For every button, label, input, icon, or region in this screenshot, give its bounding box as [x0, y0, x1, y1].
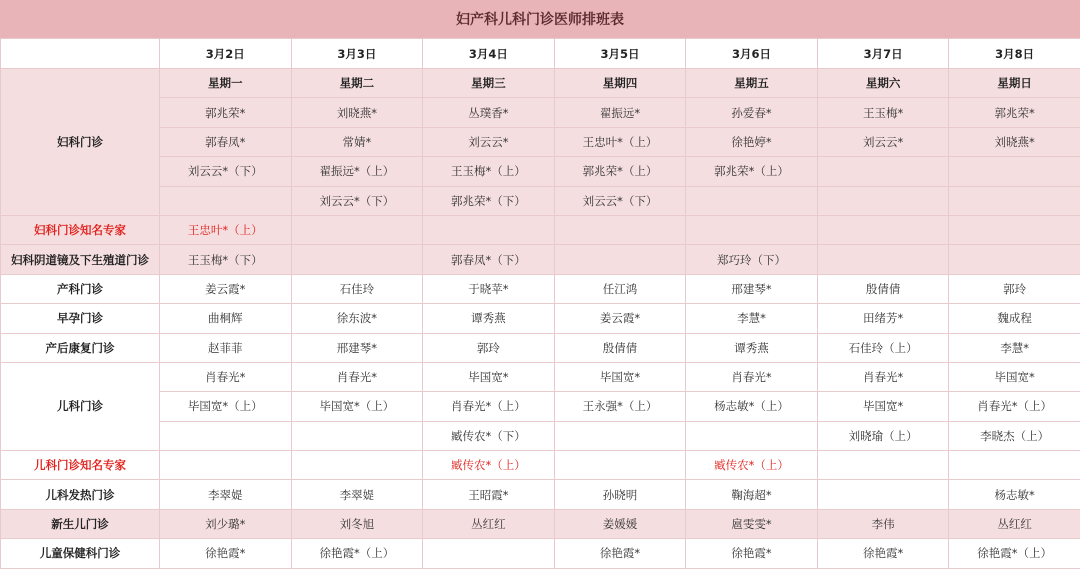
schedule-cell: 肖春光*（上）: [423, 392, 555, 421]
schedule-cell: 殷倩倩: [554, 333, 686, 362]
schedule-cell: 徐艳霞*（上）: [949, 539, 1080, 568]
weekday-header: 星期四: [554, 69, 686, 98]
schedule-cell: 毕国宽*: [817, 392, 949, 421]
weekday-header: 星期一: [160, 69, 292, 98]
schedule-cell: [160, 421, 292, 450]
weekday-header: 星期日: [949, 69, 1080, 98]
schedule-cell: 郭玲: [423, 333, 555, 362]
dept-label-obstetrics: 产科门诊: [1, 274, 160, 303]
schedule-cell: 于晓苹*: [423, 274, 555, 303]
schedule-cell: 毕国宽*（上）: [291, 392, 423, 421]
schedule-cell: 常婧*: [291, 127, 423, 156]
dept-label-postpartum: 产后康复门诊: [1, 333, 160, 362]
schedule-cell: 任江鸿: [554, 274, 686, 303]
schedule-cell: 石佳玲: [291, 274, 423, 303]
dept-label-ped_expert: 儿科门诊知名专家: [1, 451, 160, 480]
schedule-cell: 邢建琴*: [686, 274, 818, 303]
schedule-cell: 郭兆荣*（上）: [554, 157, 686, 186]
table-row: [1, 127, 1080, 156]
corner-cell: [1, 39, 160, 69]
schedule-cell: 郭春凤*（下）: [423, 245, 555, 274]
schedule-cell: 杨志敏*: [949, 480, 1080, 509]
schedule-cell: [554, 215, 686, 244]
schedule-cell: [554, 421, 686, 450]
schedule-cell: 毕国宽*: [949, 362, 1080, 391]
schedule-cell: 扈雯雯*: [686, 509, 818, 538]
schedule-cell: 刘云云*: [423, 127, 555, 156]
table-row: [1, 98, 1080, 127]
schedule-cell: [817, 186, 949, 215]
schedule-cell: [291, 215, 423, 244]
schedule-cell: [817, 451, 949, 480]
schedule-cell: 刘晓瑜（上）: [817, 421, 949, 450]
schedule-cell: 王忠叶*（上）: [554, 127, 686, 156]
schedule-cell: 李伟: [817, 509, 949, 538]
table-row: [1, 215, 1080, 244]
schedule-cell: 丛红红: [423, 509, 555, 538]
table-row: [1, 509, 1080, 538]
schedule-cell: 郭春凤*: [160, 127, 292, 156]
schedule-cell: 郑巧玲（下）: [686, 245, 818, 274]
schedule-cell: 徐艳婷*: [686, 127, 818, 156]
schedule-cell: [949, 157, 1080, 186]
dept-label-ped_fever: 儿科发热门诊: [1, 480, 160, 509]
schedule-cell: 刘晓燕*: [949, 127, 1080, 156]
schedule-cell: 毕国宽*: [554, 362, 686, 391]
weekday-header: 星期二: [291, 69, 423, 98]
table-row: [1, 39, 1080, 69]
schedule-cell: 翟振远*（上）: [291, 157, 423, 186]
schedule-cell: 鞠海超*: [686, 480, 818, 509]
schedule-cell: 邢建琴*: [291, 333, 423, 362]
schedule-cell: [686, 215, 818, 244]
schedule-cell: 李翠媞: [160, 480, 292, 509]
schedule-cell: 徐东波*: [291, 304, 423, 333]
schedule-cell: 刘云云*: [817, 127, 949, 156]
schedule-cell: 王忠叶*（上）: [160, 215, 292, 244]
schedule-cell: [291, 451, 423, 480]
schedule-cell: [817, 245, 949, 274]
schedule-cell: 郭兆荣*: [160, 98, 292, 127]
schedule-cell: 徐艳霞*: [160, 539, 292, 568]
schedule-cell: 孙爱春*: [686, 98, 818, 127]
dept-label-pediatrics: 儿科门诊: [1, 362, 160, 450]
schedule-cell: 肖春光*（上）: [949, 392, 1080, 421]
schedule-cell: 毕国宽*（上）: [160, 392, 292, 421]
table-row: [1, 480, 1080, 509]
dept-label-gyn_expert: 妇科门诊知名专家: [1, 215, 160, 244]
schedule-cell: [817, 157, 949, 186]
schedule-cell: [817, 215, 949, 244]
schedule-cell: 谭秀燕: [686, 333, 818, 362]
schedule-cell: 李翠媞: [291, 480, 423, 509]
page-title: 妇产科儿科门诊医师排班表: [0, 0, 1080, 38]
table-row: [1, 69, 1080, 98]
table-row: [1, 157, 1080, 186]
date-header: 3月5日: [554, 39, 686, 69]
schedule-cell: [160, 451, 292, 480]
schedule-cell: 徐艳霞*: [686, 539, 818, 568]
schedule-cell: 李慧*: [949, 333, 1080, 362]
schedule-cell: 郭玲: [949, 274, 1080, 303]
schedule-cell: [423, 215, 555, 244]
schedule-cell: 臧传农*（上）: [423, 451, 555, 480]
dept-label-gynecology: 妇科门诊: [1, 69, 160, 216]
schedule-cell: [291, 245, 423, 274]
schedule-cell: 赵菲菲: [160, 333, 292, 362]
table-row: [1, 539, 1080, 568]
schedule-cell: 李晓杰（上）: [949, 421, 1080, 450]
dept-label-child_health: 儿童保健科门诊: [1, 539, 160, 568]
schedule-cell: [949, 186, 1080, 215]
schedule-cell: 臧传农*（上）: [686, 451, 818, 480]
schedule-cell: 姜云霞*: [160, 274, 292, 303]
schedule-cell: 徐艳霞*（上）: [291, 539, 423, 568]
schedule-cell: 王玉梅*（下）: [160, 245, 292, 274]
schedule-cell: 刘冬旭: [291, 509, 423, 538]
schedule-cell: 田绪芳*: [817, 304, 949, 333]
schedule-cell: [554, 451, 686, 480]
schedule-cell: 孙晓明: [554, 480, 686, 509]
schedule-cell: 刘云云*（下）: [160, 157, 292, 186]
dept-label-early_preg: 早孕门诊: [1, 304, 160, 333]
date-header: 3月4日: [423, 39, 555, 69]
date-header: 3月3日: [291, 39, 423, 69]
date-header: 3月6日: [686, 39, 818, 69]
schedule-cell: 刘云云*（下）: [291, 186, 423, 215]
schedule-cell: 肖春光*: [160, 362, 292, 391]
schedule-cell: 刘晓燕*: [291, 98, 423, 127]
schedule-cell: 石佳玲（上）: [817, 333, 949, 362]
schedule-cell: 郭兆荣*（上）: [686, 157, 818, 186]
schedule-cell: [949, 451, 1080, 480]
schedule-cell: [291, 421, 423, 450]
schedule-table: [0, 38, 1080, 569]
table-row: [1, 421, 1080, 450]
schedule-cell: 毕国宽*: [423, 362, 555, 391]
schedule-cell: [554, 245, 686, 274]
schedule-cell: 王玉梅*（上）: [423, 157, 555, 186]
schedule-cell: 肖春光*: [686, 362, 818, 391]
schedule-cell: 殷倩倩: [817, 274, 949, 303]
schedule-cell: [949, 215, 1080, 244]
schedule-cell: 郭兆荣*（下）: [423, 186, 555, 215]
table-row: [1, 451, 1080, 480]
schedule-cell: 姜媛媛: [554, 509, 686, 538]
schedule-cell: [160, 186, 292, 215]
table-row: [1, 245, 1080, 274]
weekday-header: 星期五: [686, 69, 818, 98]
schedule-cell: [949, 245, 1080, 274]
schedule-cell: [686, 186, 818, 215]
table-row: [1, 186, 1080, 215]
date-header: 3月7日: [817, 39, 949, 69]
schedule-cell: 魏成程: [949, 304, 1080, 333]
schedule-cell: 王玉梅*: [817, 98, 949, 127]
schedule-cell: 丛璞香*: [423, 98, 555, 127]
dept-label-colposcopy: 妇科阴道镜及下生殖道门诊: [1, 245, 160, 274]
schedule-cell: [817, 480, 949, 509]
schedule-cell: 丛红红: [949, 509, 1080, 538]
schedule-cell: 徐艳霞*: [817, 539, 949, 568]
dept-label-neonatal: 新生儿门诊: [1, 509, 160, 538]
schedule-cell: 王昭霞*: [423, 480, 555, 509]
schedule-cell: 郭兆荣*: [949, 98, 1080, 127]
schedule-cell: 刘少璐*: [160, 509, 292, 538]
schedule-cell: 肖春光*: [817, 362, 949, 391]
table-row: [1, 304, 1080, 333]
table-row: [1, 274, 1080, 303]
schedule-cell: 姜云霞*: [554, 304, 686, 333]
date-header: 3月8日: [949, 39, 1080, 69]
schedule-cell: 翟振远*: [554, 98, 686, 127]
table-row: [1, 362, 1080, 391]
table-row: [1, 392, 1080, 421]
schedule-cell: [423, 539, 555, 568]
weekday-header: 星期三: [423, 69, 555, 98]
date-header: 3月2日: [160, 39, 292, 69]
schedule-cell: 杨志敏*（上）: [686, 392, 818, 421]
schedule-cell: [686, 421, 818, 450]
schedule-cell: 肖春光*: [291, 362, 423, 391]
weekday-header: 星期六: [817, 69, 949, 98]
table-row: [1, 333, 1080, 362]
schedule-cell: 刘云云*（下）: [554, 186, 686, 215]
schedule-cell: 曲桐辉: [160, 304, 292, 333]
schedule-cell: 王永强*（上）: [554, 392, 686, 421]
schedule-cell: 徐艳霞*: [554, 539, 686, 568]
schedule-cell: 臧传农*（下）: [423, 421, 555, 450]
schedule-cell: 李慧*: [686, 304, 818, 333]
schedule-cell: 谭秀燕: [423, 304, 555, 333]
